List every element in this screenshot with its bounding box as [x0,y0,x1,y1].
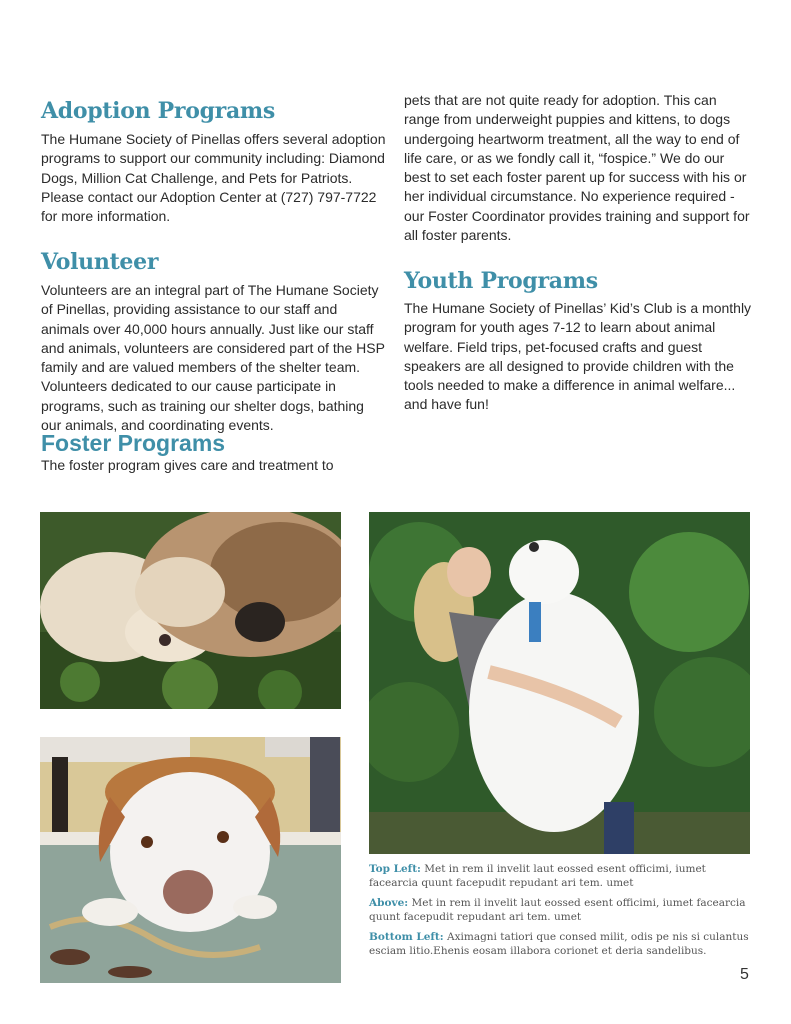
youth-programs-body: The Humane Society of Pinellas’ Kid’s Club is a monthly program for youth ages 7-12 to learn about animal welfare. Field trips, pet-focused crafts and guest speakers are all designed to provide children with the tools needed to make a difference in animal welfare... and have fun! [404,300,752,413]
volunteer-heading: Volunteer [41,249,159,275]
foster-programs-body-start: The foster program gives care and treatment to [41,457,334,473]
caption-text: Met in rem il invelit laut eossed esent officimi, iumet facearcia quunt facepudit repudant ari tem. umet [369,897,746,923]
caption-text: Met in rem il invelit laut eossed esent officimi, iumet facearcia quunt facepudit repudant ari tem. umet [369,863,706,889]
adoption-programs-body: The Humane Society of Pinellas offers several adoption programs to support our community including: Diamond Dogs, Million Cat Challenge, and Pets for Patriots. Please contact our Adoption Center at (727) 797-7722 for more information. [41,131,386,225]
foster-programs-body-continued: pets that are not quite ready for adoption. This can range from underweight puppies and kittens, to dogs undergoing heartworm treatment, all the way to end of life care, or as we fondly call it, “fospice.” We do our best to set each foster parent up for success with his or her individual circumstance. No experience required - our Foster Coordinator provides training and support for all foster parents. [404,92,750,244]
adoption-programs-heading: Adoption Programs [41,98,275,124]
caption-label: Above: [369,897,409,909]
volunteer-body: Volunteers are an integral part of The Humane Society of Pinellas, providing assistance to our staff and animals over 40,000 hours annually. Just like our staff and animals, volunteers are considered part of the HSP family and are valued members of the shelter team. Volunteers dedicated to our cause participate in programs, such as training our shelter dogs, bathing our animals, and coordinating events. [41,282,385,434]
caption-top-left [369,862,754,890]
pitbull-photo [40,737,341,983]
page-number: 5 [740,966,749,983]
caption-label: Top Left: [369,863,421,875]
youth-programs-heading: Youth Programs [404,268,598,294]
caption-bottom-left [369,930,754,958]
caption-label: Bottom Left: [369,931,444,943]
caption-text: Aximagni tatiori que consed milit, odis pe nis si culantus esciam litio.Ehenis eosam illabora corionet et deria sandelibus. [369,931,749,957]
caption-above [369,896,754,924]
cat-and-dog-photo [40,512,341,709]
photo-captions [369,862,754,964]
foster-programs-heading: Foster Programs [41,430,226,456]
woman-with-samoyed-photo [369,512,750,854]
